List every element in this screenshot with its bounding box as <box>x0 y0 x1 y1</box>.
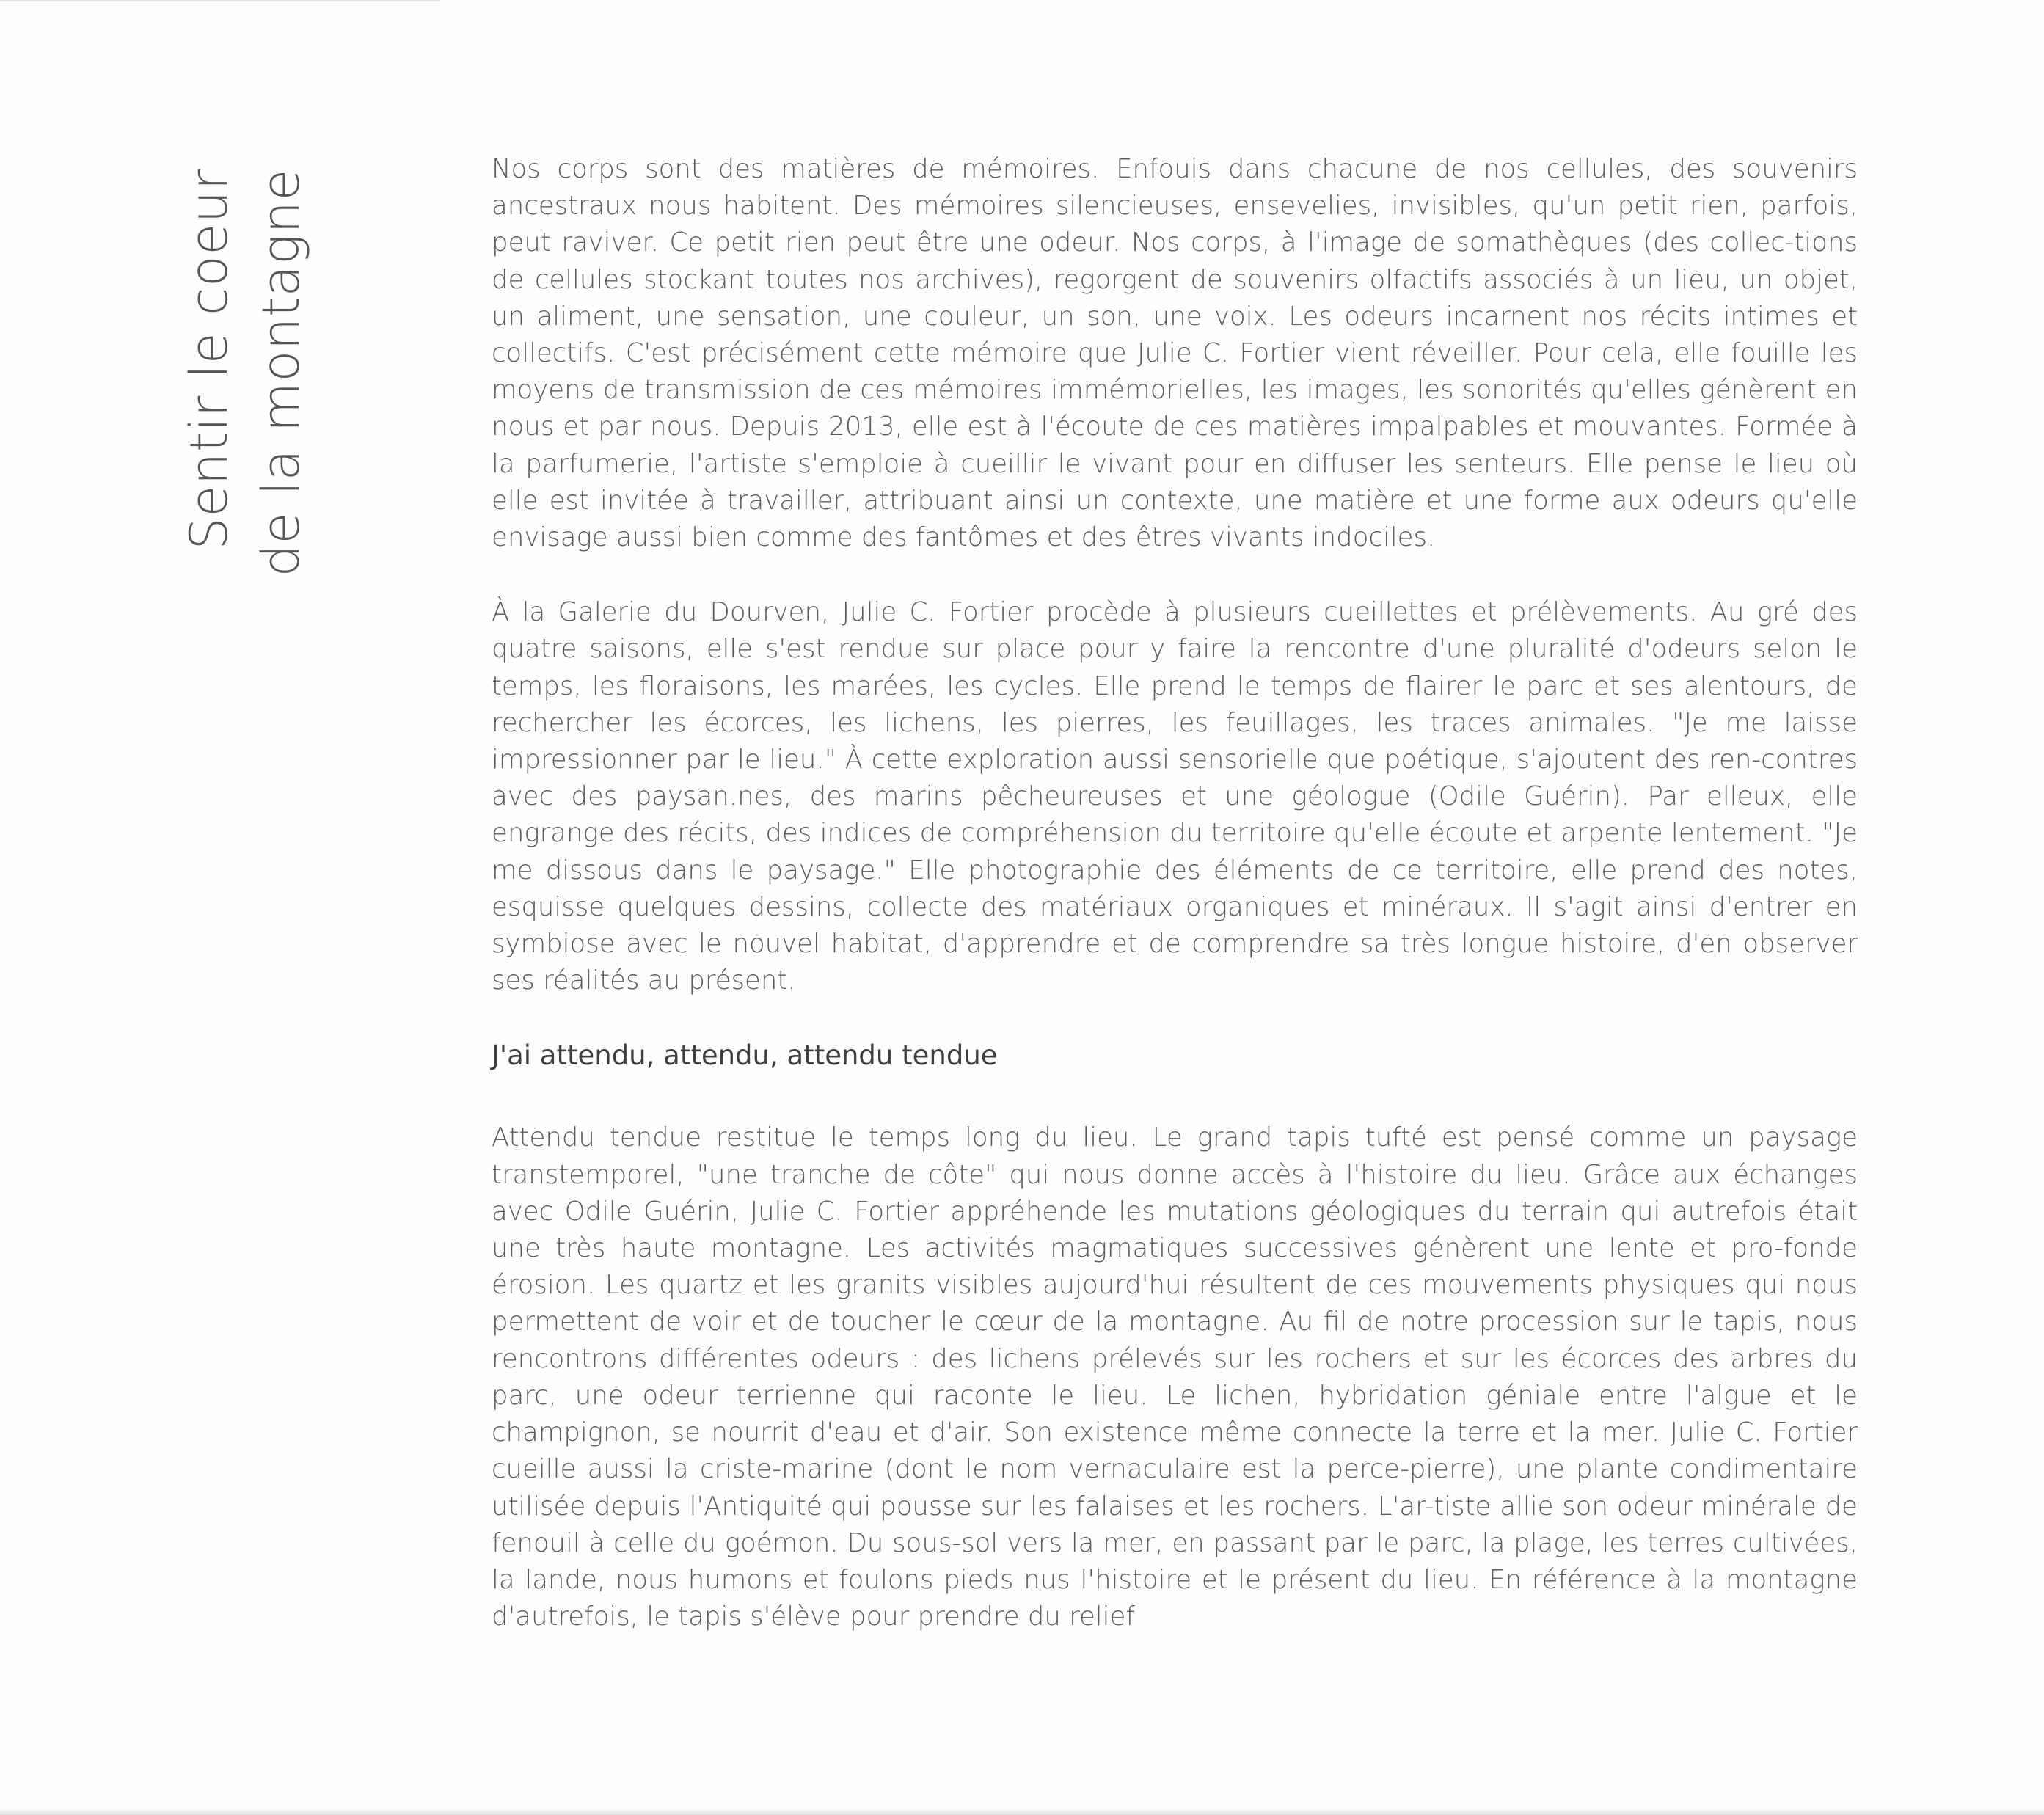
paragraph-1: Nos corps sont des matières de mémoires. Enfouis dans chacune de nos cellules, des souvenirs ancestraux nous habitent. Des mémoires silencieuses, ensevelies, invisibles, qu'un petit rien, parfois, peut raviver. Ce petit rien peut être une odeur. Nos corps, à l'image de somathèques (des collec-tions de cellules stockant toutes nos archives), regorgent de souvenirs olfactifs associés à un lieu, un objet, un aliment, une sensation, une couleur, un son, une voix. Les odeurs incarnent nos récits intimes et collectifs. C'est précisément cette mémoire que Julie C. Fortier vient réveiller. Pour cela, elle fouille les moyens de transmission de ces mémoires immémorielles, les images, les sonorités qu'elles génèrent en nous et par nous. Depuis 2013, elle est à l'écoute de ces matières impalpables et mouvantes. Formée à la parfumerie, l'artiste s'emploie à cueillir le vivant pour en diffuser les senteurs. Elle pense le lieu où elle est invitée à travailler, attribuant ainsi un contexte, une matière et une forme aux odeurs qu'elle envisage aussi bien comme des fantômes et des êtres vivants indociles. <box>492 154 1858 553</box>
text-column <box>492 151 1858 1635</box>
scan-edge-top <box>0 0 440 1</box>
paragraph-3: Attendu tendue restitue le temps long du lieu. Le grand tapis tufté est pensé comme un paysage transtemporel, "une tranche de côte" qui nous donne accès à l'histoire du lieu. Grâce aux échanges avec Odile Guérin, Julie C. Fortier appréhende les mutations géologiques du terrain qui autrefois était une très haute montagne. Les activités magmatiques successives génèrent une lente et pro-fonde érosion. Les quartz et les granits visibles aujourd'hui résultent de ces mouvements physiques qui nous permettent de voir et de toucher le cœur de la montagne. Au fil de notre procession sur le tapis, nous rencontrons différentes odeurs : des lichens prélevés sur les rochers et sur les écorces des arbres du parc, une odeur terrienne qui raconte le lieu. Le lichen, hybridation géniale entre l'algue et le champignon, se nourrit d'eau et d'air. Son existence même connecte la terre et la mer. Julie C. Fortier cueille aussi la criste-marine (dont le nom vernaculaire est la perce-pierre), une plante condimentaire utilisée depuis l'Antiquité qui pousse sur les falaises et les rochers. L'ar-tiste allie son odeur minérale de fenouil à celle du goémon. Du sous-sol vers la mer, en passant par le parc, la plage, les terres cultivées, la lande, nous humons et foulons pieds nus l'histoire et le présent du lieu. En référence à la montagne d'autrefois, le tapis s'élève pour prendre du relief <box>492 1122 1858 1632</box>
section-subheading: J'ai attendu, attendu, attendu tendue <box>492 1040 998 1072</box>
title-line-2: de la montagne <box>251 169 311 577</box>
paragraph-2: À la Galerie du Dourven, Julie C. Fortier procède à plusieurs cueillettes et prélèvements. Au gré des quatre saisons, elle s'est rendue sur place pour y faire la rencontre d'une pluralité d'odeurs selon le temps, les floraisons, les marées, les cycles. Elle prend le temps de flairer le parc et ses alentours, de rechercher les écorces, les lichens, les pierres, les feuillages, les traces animales. "Je me laisse impressionner par le lieu." À cette exploration aussi sensorielle que poétique, s'ajoutent des ren-contres avec des paysan.nes, des marins pêcheureuses et une géologue (Odile Guérin). Par elleux, elle engrange des récits, des indices de compréhension du territoire qu'elle écoute et arpente lentement. "Je me dissous dans le paysage." Elle photographie des éléments de ce territoire, elle prend des notes, esquisse quelques dessins, collecte des matériaux organiques et minéraux. Il s'agit ainsi d'entrer en symbiose avec le nouvel habitat, d'apprendre et de comprendre sa très longue histoire, d'en observer ses réalités au présent. <box>492 597 1858 996</box>
scan-edge-bottom <box>0 1808 2044 1815</box>
vertical-title-text <box>173 169 335 624</box>
vertical-title <box>173 169 335 624</box>
title-line-1: Sentir le coeur <box>179 169 239 550</box>
